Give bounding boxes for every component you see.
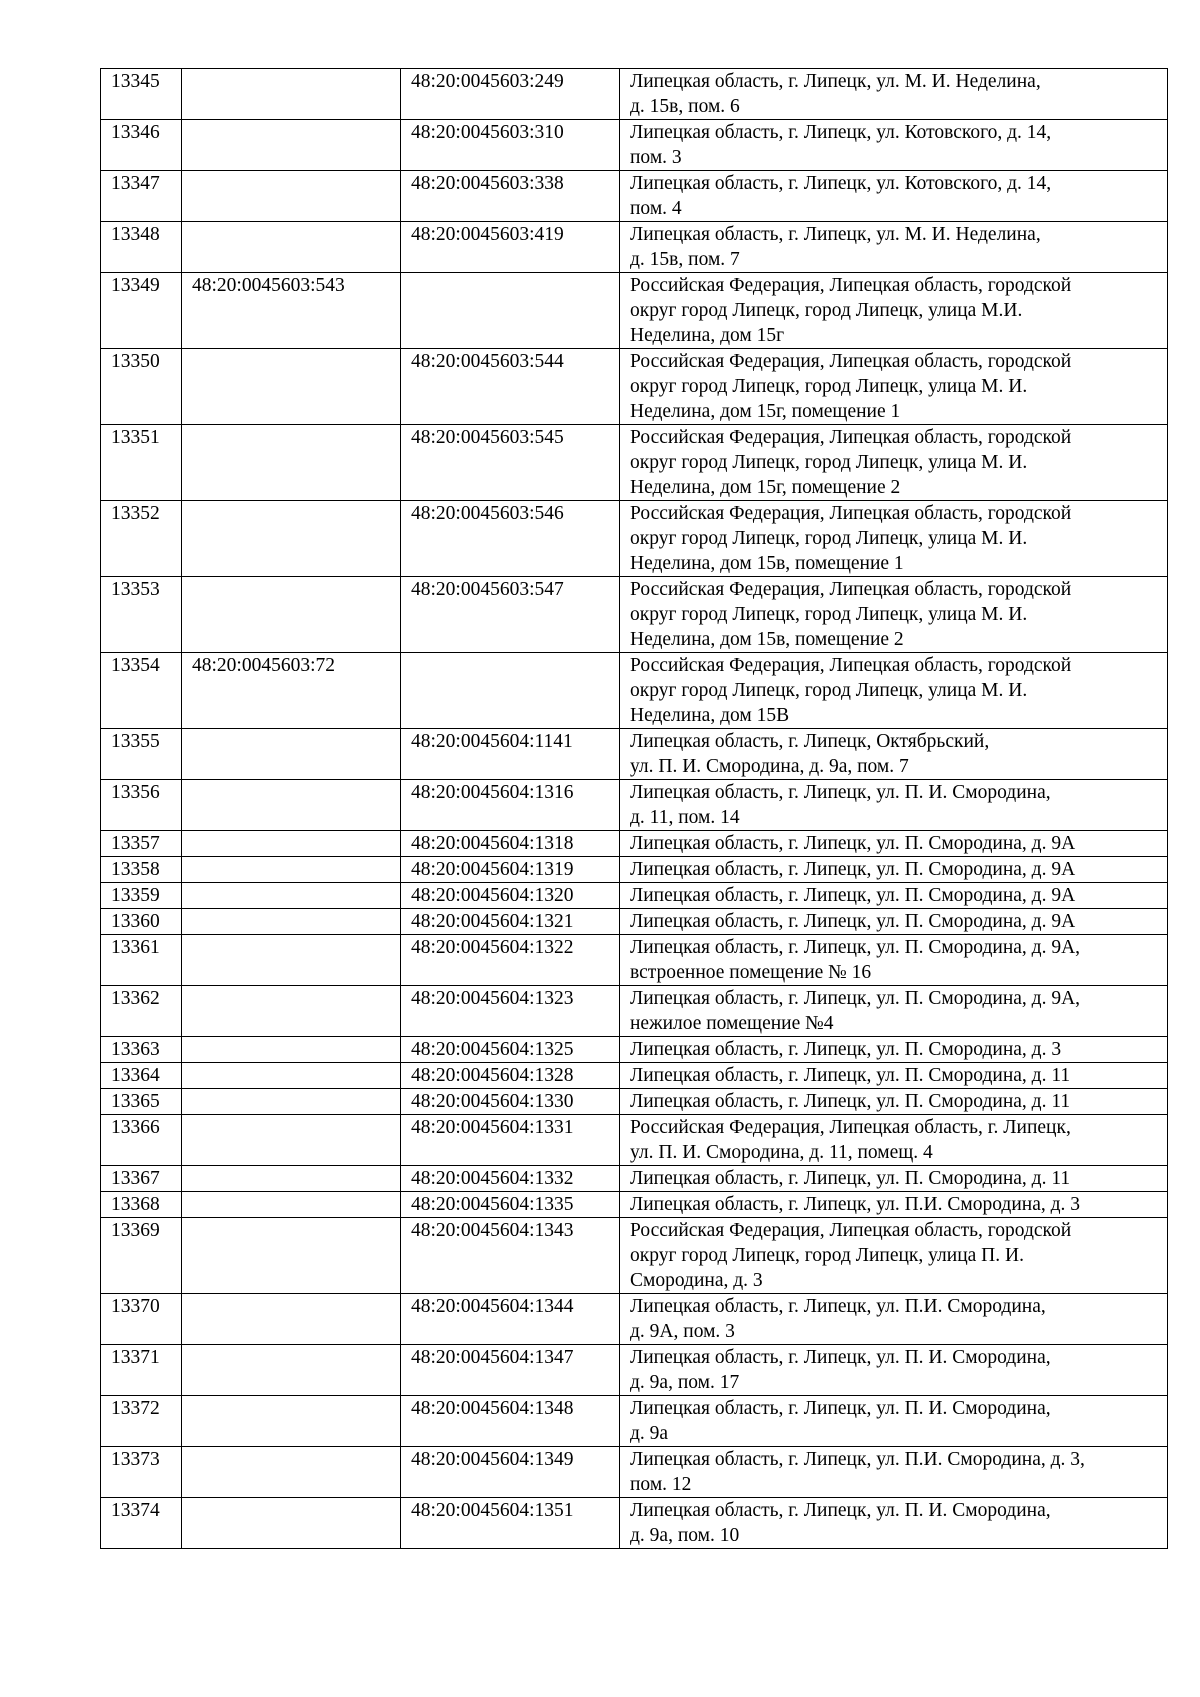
land-cadastral-number-cell xyxy=(182,935,401,986)
land-cadastral-number-cell xyxy=(182,171,401,222)
table-row xyxy=(101,349,1168,425)
object-cadastral-number-cell: 48:20:0045604:1320 xyxy=(401,883,620,909)
address-cell: Липецкая область, г. Липецк, ул. П. И. Смородина, д. 9а, пом. 10 xyxy=(620,1498,1168,1549)
row-number-cell: 13361 xyxy=(101,935,182,986)
row-number-cell: 13374 xyxy=(101,1498,182,1549)
land-cadastral-number-cell xyxy=(182,1166,401,1192)
object-cadastral-number-cell: 48:20:0045604:1316 xyxy=(401,780,620,831)
land-cadastral-number-cell xyxy=(182,349,401,425)
object-cadastral-number-cell: 48:20:0045604:1323 xyxy=(401,986,620,1037)
table-row xyxy=(101,729,1168,780)
land-cadastral-number-cell xyxy=(182,1192,401,1218)
land-cadastral-number-cell xyxy=(182,780,401,831)
table-row xyxy=(101,1037,1168,1063)
object-cadastral-number-cell: 48:20:0045604:1322 xyxy=(401,935,620,986)
address-cell: Липецкая область, г. Липецк, ул. М. И. Неделина, д. 15в, пом. 7 xyxy=(620,222,1168,273)
object-cadastral-number-cell: 48:20:0045603:547 xyxy=(401,577,620,653)
table-row xyxy=(101,1498,1168,1549)
address-cell: Липецкая область, г. Липецк, ул. П. Смородина, д. 11 xyxy=(620,1063,1168,1089)
object-cadastral-number-cell: 48:20:0045604:1344 xyxy=(401,1294,620,1345)
land-cadastral-number-cell xyxy=(182,1218,401,1294)
land-cadastral-number-cell xyxy=(182,222,401,273)
table-row xyxy=(101,986,1168,1037)
table-row xyxy=(101,1166,1168,1192)
table-row xyxy=(101,857,1168,883)
table-row xyxy=(101,222,1168,273)
row-number-cell: 13350 xyxy=(101,349,182,425)
address-cell: Российская Федерация, Липецкая область, г. Липецк, ул. П. И. Смородина, д. 11, помещ. 4 xyxy=(620,1115,1168,1166)
row-number-cell: 13371 xyxy=(101,1345,182,1396)
land-cadastral-number-cell xyxy=(182,577,401,653)
address-cell: Российская Федерация, Липецкая область, городской округ город Липецк, город Липецк, улица М. И. Неделина, дом 15В xyxy=(620,653,1168,729)
address-cell: Российская Федерация, Липецкая область, городской округ город Липецк, город Липецк, улица М. И. Неделина, дом 15в, помещение 1 xyxy=(620,501,1168,577)
address-cell: Липецкая область, г. Липецк, ул. П. И. Смородина, д. 11, пом. 14 xyxy=(620,780,1168,831)
land-cadastral-number-cell xyxy=(182,1063,401,1089)
row-number-cell: 13359 xyxy=(101,883,182,909)
cadastral-table-body xyxy=(101,69,1168,1549)
table-row xyxy=(101,1089,1168,1115)
object-cadastral-number-cell: 48:20:0045604:1325 xyxy=(401,1037,620,1063)
object-cadastral-number-cell: 48:20:0045604:1351 xyxy=(401,1498,620,1549)
address-cell: Липецкая область, г. Липецк, ул. П. Смородина, д. 11 xyxy=(620,1089,1168,1115)
table-row xyxy=(101,1447,1168,1498)
object-cadastral-number-cell: 48:20:0045604:1319 xyxy=(401,857,620,883)
object-cadastral-number-cell: 48:20:0045603:544 xyxy=(401,349,620,425)
address-cell: Липецкая область, г. Липецк, ул. П. Смородина, д. 9А, нежилое помещение №4 xyxy=(620,986,1168,1037)
land-cadastral-number-cell xyxy=(182,1115,401,1166)
address-cell: Липецкая область, г. Липецк, ул. П. Смородина, д. 3 xyxy=(620,1037,1168,1063)
table-row xyxy=(101,1115,1168,1166)
address-cell: Липецкая область, г. Липецк, Октябрьский, ул. П. И. Смородина, д. 9а, пом. 7 xyxy=(620,729,1168,780)
object-cadastral-number-cell xyxy=(401,653,620,729)
object-cadastral-number-cell: 48:20:0045603:419 xyxy=(401,222,620,273)
table-row xyxy=(101,425,1168,501)
table-row xyxy=(101,831,1168,857)
object-cadastral-number-cell: 48:20:0045603:545 xyxy=(401,425,620,501)
table-row xyxy=(101,1192,1168,1218)
row-number-cell: 13357 xyxy=(101,831,182,857)
object-cadastral-number-cell: 48:20:0045603:310 xyxy=(401,120,620,171)
object-cadastral-number-cell: 48:20:0045603:338 xyxy=(401,171,620,222)
object-cadastral-number-cell: 48:20:0045604:1318 xyxy=(401,831,620,857)
address-cell: Липецкая область, г. Липецк, ул. П. Смородина, д. 9А xyxy=(620,857,1168,883)
object-cadastral-number-cell: 48:20:0045604:1332 xyxy=(401,1166,620,1192)
row-number-cell: 13370 xyxy=(101,1294,182,1345)
land-cadastral-number-cell xyxy=(182,857,401,883)
address-cell: Российская Федерация, Липецкая область, городской округ город Липецк, город Липецк, улица М. И. Неделина, дом 15в, помещение 2 xyxy=(620,577,1168,653)
object-cadastral-number-cell: 48:20:0045604:1321 xyxy=(401,909,620,935)
land-cadastral-number-cell xyxy=(182,1498,401,1549)
object-cadastral-number-cell: 48:20:0045604:1347 xyxy=(401,1345,620,1396)
table-row xyxy=(101,909,1168,935)
land-cadastral-number-cell xyxy=(182,425,401,501)
address-cell: Липецкая область, г. Липецк, ул. П.И. Смородина, д. 3 xyxy=(620,1192,1168,1218)
row-number-cell: 13372 xyxy=(101,1396,182,1447)
address-cell: Российская Федерация, Липецкая область, городской округ город Липецк, город Липецк, улица М.И. Неделина, дом 15г xyxy=(620,273,1168,349)
row-number-cell: 13362 xyxy=(101,986,182,1037)
object-cadastral-number-cell: 48:20:0045604:1331 xyxy=(401,1115,620,1166)
table-row xyxy=(101,501,1168,577)
land-cadastral-number-cell xyxy=(182,831,401,857)
address-cell: Российская Федерация, Липецкая область, городской округ город Липецк, город Липецк, улица М. И. Неделина, дом 15г, помещение 2 xyxy=(620,425,1168,501)
land-cadastral-number-cell: 48:20:0045603:543 xyxy=(182,273,401,349)
row-number-cell: 13369 xyxy=(101,1218,182,1294)
object-cadastral-number-cell: 48:20:0045604:1348 xyxy=(401,1396,620,1447)
row-number-cell: 13363 xyxy=(101,1037,182,1063)
row-number-cell: 13366 xyxy=(101,1115,182,1166)
land-cadastral-number-cell xyxy=(182,1396,401,1447)
land-cadastral-number-cell: 48:20:0045603:72 xyxy=(182,653,401,729)
row-number-cell: 13353 xyxy=(101,577,182,653)
address-cell: Липецкая область, г. Липецк, ул. П. И. Смородина, д. 9а xyxy=(620,1396,1168,1447)
object-cadastral-number-cell xyxy=(401,273,620,349)
object-cadastral-number-cell: 48:20:0045604:1349 xyxy=(401,1447,620,1498)
address-cell: Липецкая область, г. Липецк, ул. П. Смородина, д. 9А, встроенное помещение № 16 xyxy=(620,935,1168,986)
row-number-cell: 13368 xyxy=(101,1192,182,1218)
land-cadastral-number-cell xyxy=(182,120,401,171)
address-cell: Липецкая область, г. Липецк, ул. П. Смородина, д. 9А xyxy=(620,883,1168,909)
address-cell: Липецкая область, г. Липецк, ул. П. Смородина, д. 11 xyxy=(620,1166,1168,1192)
table-row xyxy=(101,69,1168,120)
row-number-cell: 13347 xyxy=(101,171,182,222)
row-number-cell: 13352 xyxy=(101,501,182,577)
table-row xyxy=(101,1218,1168,1294)
object-cadastral-number-cell: 48:20:0045604:1328 xyxy=(401,1063,620,1089)
land-cadastral-number-cell xyxy=(182,1037,401,1063)
land-cadastral-number-cell xyxy=(182,909,401,935)
row-number-cell: 13356 xyxy=(101,780,182,831)
land-cadastral-number-cell xyxy=(182,883,401,909)
land-cadastral-number-cell xyxy=(182,501,401,577)
table-row xyxy=(101,1345,1168,1396)
address-cell: Российская Федерация, Липецкая область, городской округ город Липецк, город Липецк, улица П. И. Смородина, д. 3 xyxy=(620,1218,1168,1294)
object-cadastral-number-cell: 48:20:0045604:1141 xyxy=(401,729,620,780)
address-cell: Липецкая область, г. Липецк, ул. М. И. Неделина, д. 15в, пом. 6 xyxy=(620,69,1168,120)
address-cell: Липецкая область, г. Липецк, ул. П. Смородина, д. 9А xyxy=(620,909,1168,935)
row-number-cell: 13348 xyxy=(101,222,182,273)
cadastral-table xyxy=(100,68,1168,1549)
table-row xyxy=(101,883,1168,909)
row-number-cell: 13364 xyxy=(101,1063,182,1089)
row-number-cell: 13365 xyxy=(101,1089,182,1115)
address-cell: Липецкая область, г. Липецк, ул. П. И. Смородина, д. 9а, пом. 17 xyxy=(620,1345,1168,1396)
object-cadastral-number-cell: 48:20:0045604:1330 xyxy=(401,1089,620,1115)
table-row xyxy=(101,935,1168,986)
object-cadastral-number-cell: 48:20:0045604:1335 xyxy=(401,1192,620,1218)
table-row xyxy=(101,1294,1168,1345)
address-cell: Липецкая область, г. Липецк, ул. П.И. Смородина, д. 9А, пом. 3 xyxy=(620,1294,1168,1345)
table-row xyxy=(101,577,1168,653)
land-cadastral-number-cell xyxy=(182,729,401,780)
row-number-cell: 13354 xyxy=(101,653,182,729)
address-cell: Липецкая область, г. Липецк, ул. Котовского, д. 14, пом. 3 xyxy=(620,120,1168,171)
land-cadastral-number-cell xyxy=(182,1294,401,1345)
address-cell: Липецкая область, г. Липецк, ул. П. Смородина, д. 9А xyxy=(620,831,1168,857)
table-row xyxy=(101,1063,1168,1089)
table-row xyxy=(101,273,1168,349)
object-cadastral-number-cell: 48:20:0045604:1343 xyxy=(401,1218,620,1294)
table-row xyxy=(101,1396,1168,1447)
object-cadastral-number-cell: 48:20:0045603:249 xyxy=(401,69,620,120)
row-number-cell: 13355 xyxy=(101,729,182,780)
land-cadastral-number-cell xyxy=(182,986,401,1037)
object-cadastral-number-cell: 48:20:0045603:546 xyxy=(401,501,620,577)
land-cadastral-number-cell xyxy=(182,1089,401,1115)
address-cell: Российская Федерация, Липецкая область, городской округ город Липецк, город Липецк, улица М. И. Неделина, дом 15г, помещение 1 xyxy=(620,349,1168,425)
address-cell: Липецкая область, г. Липецк, ул. Котовского, д. 14, пом. 4 xyxy=(620,171,1168,222)
row-number-cell: 13360 xyxy=(101,909,182,935)
row-number-cell: 13345 xyxy=(101,69,182,120)
table-row xyxy=(101,653,1168,729)
table-row xyxy=(101,780,1168,831)
land-cadastral-number-cell xyxy=(182,1345,401,1396)
row-number-cell: 13373 xyxy=(101,1447,182,1498)
row-number-cell: 13367 xyxy=(101,1166,182,1192)
row-number-cell: 13358 xyxy=(101,857,182,883)
row-number-cell: 13349 xyxy=(101,273,182,349)
table-row xyxy=(101,120,1168,171)
row-number-cell: 13351 xyxy=(101,425,182,501)
land-cadastral-number-cell xyxy=(182,69,401,120)
row-number-cell: 13346 xyxy=(101,120,182,171)
land-cadastral-number-cell xyxy=(182,1447,401,1498)
table-row xyxy=(101,171,1168,222)
address-cell: Липецкая область, г. Липецк, ул. П.И. Смородина, д. 3, пом. 12 xyxy=(620,1447,1168,1498)
